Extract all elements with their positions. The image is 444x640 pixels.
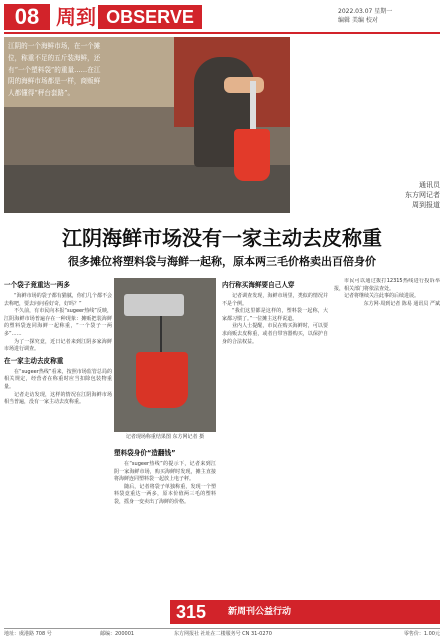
designer-label: 美编: [351, 17, 364, 24]
subheadline: 很多摊位将塑料袋与海鲜一起称，原本两三毛价格卖出百倍身价: [68, 255, 376, 268]
photo-hook: [160, 316, 162, 356]
editor-label: 编辑: [338, 17, 351, 24]
main-photo: [4, 37, 290, 213]
section-name: OBSERVE: [98, 5, 202, 29]
footer-publisher: 东方网报社 社址在二楼服务号 CN 31-0270: [174, 631, 272, 637]
scale-photo: [114, 278, 216, 432]
reporter-line-2: 东方网记者: [405, 191, 440, 199]
paragraph: 在“sugeer热线”的提示下，记者来到江阴一家海鲜市场，购买海鲜时发现，摊主直接将海鲜连同塑料袋一起放上电子秤。: [114, 461, 216, 483]
page-footer: [4, 628, 440, 639]
byline: 东方网·周到记者 陈易 通讯员 严斌: [363, 300, 440, 307]
photo-scale-body: [124, 294, 184, 316]
issue-date: 2022.03.07: [338, 8, 373, 15]
column-2: [114, 446, 216, 596]
section-heading: 内行称买海鲜要自己人穿: [222, 281, 295, 289]
weekday: 星期一: [374, 8, 393, 15]
header-meta: [338, 7, 392, 25]
photo-caption: 江阴的一个海鲜市场，在一个摊位，称重不足的五斤装海鲜，还有“一个塑料袋”的重量……在江阴的海鲜市场都是一样，商贩鲜人都懂得“秤台套路”。: [8, 42, 101, 98]
photo-arm: [224, 77, 264, 93]
column-4: [334, 278, 440, 594]
header-rule: [4, 32, 440, 34]
proof-label: 校对: [365, 17, 378, 24]
paragraph: “海鲜市场的袋子都有猫腻，你们几个都不会去称吧，要去问问看好奇，好吗？”: [4, 293, 112, 307]
reporter-line-1: 通讯员: [419, 181, 440, 189]
ad-banner: [170, 600, 440, 624]
page-header: [0, 0, 444, 34]
headline: 江阴海鲜市场没有一家主动去皮称重: [62, 226, 382, 250]
section-heading: 塑料袋身价“造翻钱”: [114, 449, 176, 457]
paragraph: 业内人士提醒，市民在购买海鲜时，可以要求商贩去皮称重，或者自带容器购买，以保护自身的合法权益。: [222, 323, 328, 345]
scale-photo-caption: 记者现场称重结果图 东方网记者 摄: [125, 434, 205, 440]
ad-text: 新周刊公益行动: [228, 607, 292, 617]
reporter-line-3: 周到报道: [412, 201, 440, 209]
paragraph: 记者将继续关注此事的后续进展。: [344, 293, 420, 300]
paragraph: “我们这里都是这样的，塑料袋一起称，大家都习惯了。”一位摊主这样说道。: [222, 308, 328, 322]
paragraph: 记者走访发现，这样的情况在江阴海鲜市场相当普遍，没有一家主动去皮称重。: [4, 391, 112, 406]
paragraph: 随后，记者将袋子单独称重，发现一个塑料袋竟重达一两多，原本价值两三毛的塑料袋，摇身一变卖出了海鲜的价格。: [114, 483, 216, 505]
photo-red-bag: [234, 129, 270, 181]
reporter-credit: [296, 180, 440, 210]
footer-address: 地址：虞港路 708 号: [4, 631, 52, 637]
column-1: [4, 278, 112, 590]
footer-price: 零售价：1.00元: [403, 631, 440, 637]
paragraph: 市民可以通过拨打12315热线进行投诉举报，相关部门将依法查处。: [334, 278, 440, 292]
page-number: 08: [4, 4, 50, 30]
paragraph: 不久前，有市民向本报“sugeer热线”反映，江阴海鲜市场普遍存在一种现象：摊贩把装海鲜的塑料袋连同海鲜一起称重，“一个袋子一两多”……: [4, 308, 112, 337]
paragraph: 记者调查发现，海鲜市场里，类似的情况并不是个例。: [222, 293, 328, 307]
column-3: [222, 278, 328, 596]
photo-red-bag: [136, 352, 188, 408]
section-heading: 在一家主动去皮称重: [4, 356, 64, 365]
section-prefix: 周到: [56, 5, 96, 29]
paragraph: 为了一探究竟，近日记者来到江阴多家海鲜市场进行调查。: [4, 338, 112, 353]
footer-postcode: 邮编：200001: [100, 631, 135, 637]
paragraph: 在“sugeer热线”看来，按照市场监管总局的相关规定，经营者在称重时应当扣除包装物重量。: [4, 368, 112, 390]
section-heading: 一个袋子竟重达一两多: [4, 281, 70, 289]
ad-number: 315: [176, 602, 207, 622]
photo-scale: [250, 81, 256, 131]
